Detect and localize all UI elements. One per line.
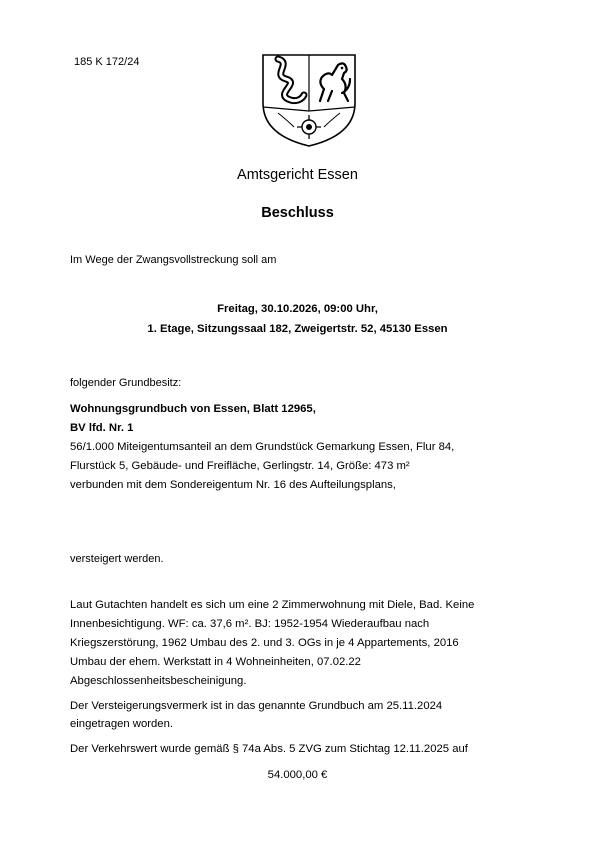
intro-text: Im Wege der Zwangsvollstreckung soll am — [70, 254, 277, 266]
auction-text: versteigert werden. — [70, 553, 164, 565]
appointment-location: 1. Etage, Sitzungssaal 182, Zweigertstr. 52, 45130 Essen — [147, 323, 448, 335]
land-register: Wohnungsgrundbuch von Essen, Blatt 12965, — [70, 403, 316, 415]
property-label: folgender Grundbesitz: — [70, 377, 182, 389]
market-value-amount: 54.000,00 € — [267, 769, 328, 781]
entry-line: eingetragen worden. — [70, 718, 174, 730]
file-number: 185 K 172/24 — [74, 56, 140, 68]
appointment-date: Freitag, 30.10.2026, 09:00 Uhr, — [217, 303, 378, 315]
register-item: BV lfd. Nr. 1 — [70, 422, 134, 434]
property-line: 56/1.000 Miteigentumsanteil an dem Grundstück Gemarkung Essen, Flur 84, — [70, 441, 455, 453]
appraisal-line: Abgeschlossenheitsbescheinigung. — [70, 675, 247, 687]
entry-line: Der Versteigerungsvermerk ist in das genannte Grundbuch am 25.11.2024 — [70, 700, 443, 712]
property-line: Flurstück 5, Gebäude- und Freifläche, Gerlingstr. 14, Größe: 473 m² — [70, 460, 410, 472]
court-name: Amtsgericht Essen — [237, 167, 358, 183]
appraisal-line: Kriegszerstörung, 1962 Umbau des 2. und 3. OGs in je 4 Appartements, 2016 — [70, 637, 459, 649]
property-line: verbunden mit dem Sondereigentum Nr. 16 des Aufteilungsplans, — [70, 479, 396, 491]
market-value-text: Der Verkehrswert wurde gemäß § 74a Abs. 5 ZVG zum Stichtag 12.11.2025 auf — [70, 743, 468, 755]
appraisal-line: Umbau der ehem. Werkstatt in 4 Wohneinheiten, 07.02.22 — [70, 656, 361, 668]
coat-of-arms-icon — [258, 49, 360, 149]
appraisal-line: Innenbesichtigung. WF: ca. 37,6 m². BJ: 1952-1954 Wiederaufbau nach — [70, 618, 430, 630]
appraisal-line: Laut Gutachten handelt es sich um eine 2 Zimmerwohnung mit Diele, Bad. Keine — [70, 599, 475, 611]
document-title: Beschluss — [261, 205, 334, 221]
